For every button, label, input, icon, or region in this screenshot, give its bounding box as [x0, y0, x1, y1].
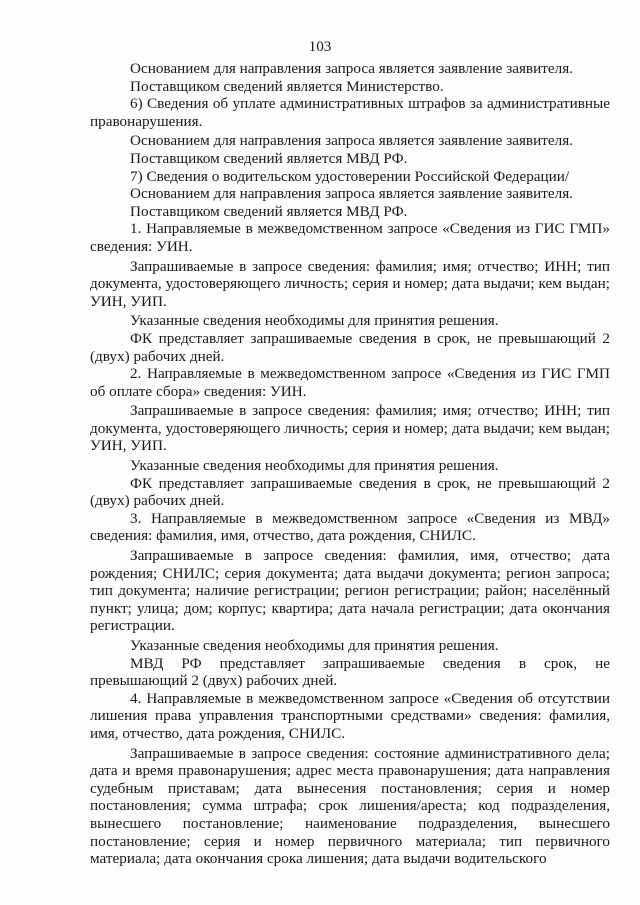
paragraph: ФК представляет запрашиваемые сведения в срок, не превышающий 2 (двух) рабочих дней. [90, 329, 610, 365]
paragraph: ФК представляет запрашиваемые сведения в срок, не превышающий 2 (двух) рабочих дней. [90, 474, 610, 510]
document-body [90, 60, 610, 868]
paragraph: 1. Направляемые в межведомственном запросе «Сведения из ГИС ГМП» сведения: УИН. [90, 220, 610, 255]
paragraph: 7) Сведения о водительском удостоверении Российской Федерации/ [130, 167, 570, 185]
paragraph: Поставщиком сведений является МВД РФ. [130, 202, 408, 220]
paragraph: Запрашиваемые в запросе сведения: фамилия, имя, отчество; дата рождения; СНИЛС; серия документа; дата выдачи документа; регион запроса; тип документа; наличие регистрации; регион регистрации; район; населённый пункт; улица; дом; корпус; квартира; дата начала регистрации; дата окончания регистрации. [90, 547, 610, 635]
paragraph: 6) Сведения об уплате административных штрафов за административные правонарушения. [90, 95, 610, 130]
paragraph: 3. Направляемые в межведомственном запросе «Сведения из МВД» сведения: фамилия, имя, отчество, дата рождения, СНИЛС. [90, 509, 610, 545]
paragraph: 2. Направляемые в межведомственном запросе «Сведения из ГИС ГМП об оплате сбора» сведения: УИН. [90, 365, 610, 400]
paragraph: Поставщиком сведений является Министерство. [130, 77, 444, 95]
paragraph: Указанные сведения необходимы для принятия решения. [130, 637, 499, 654]
paragraph: МВД РФ представляет запрашиваемые сведения в срок, не превышающий 2 (двух) рабочих дней. [90, 654, 610, 690]
paragraph: Основанием для направления запроса является заявление заявителя. [130, 60, 573, 77]
paragraph: Запрашиваемые в запросе сведения: фамилия; имя; отчество; ИНН; тип документа, удостоверяющего личность; серия и номер; дата выдачи; кем выдан; УИН, УИП. [90, 257, 610, 310]
paragraph: Поставщиком сведений является МВД РФ. [130, 149, 408, 167]
page-number: 103 [308, 38, 332, 55]
paragraph: Запрашиваемые в запросе сведения: фамилия; имя; отчество; ИНН; тип документа, удостоверяющего личность; серия и номер; дата выдачи; кем выдан; УИН, УИП. [90, 402, 610, 455]
paragraph: 4. Направляемые в межведомственном запросе «Сведения об отсутствии лишения права управления транспортными средствами» сведения: фамилия, имя, отчество, дата рождения, СНИЛС. [90, 689, 610, 742]
paragraph: Основанием для направления запроса является заявление заявителя. [130, 185, 573, 203]
paragraph: Запрашиваемые в запросе сведения: состояние административного дела; дата и время правонарушения; адрес места правонарушения; дата направления судебным приставам; дата вынесения постановления; серия и номер постановления; сумма штрафа; срок лишения/ареста; код подразделения, вынесшего постановление; наименование подразделения, вынесшего постановление; серия и номер первичного материала; тип первичного материала; дата окончания срока лишения; дата выдачи водительского [90, 744, 610, 868]
paragraph: Указанные сведения необходимы для принятия решения. [130, 312, 499, 330]
paragraph: Основанием для направления запроса является заявление заявителя. [130, 132, 573, 150]
paragraph: Указанные сведения необходимы для принятия решения. [130, 457, 499, 475]
